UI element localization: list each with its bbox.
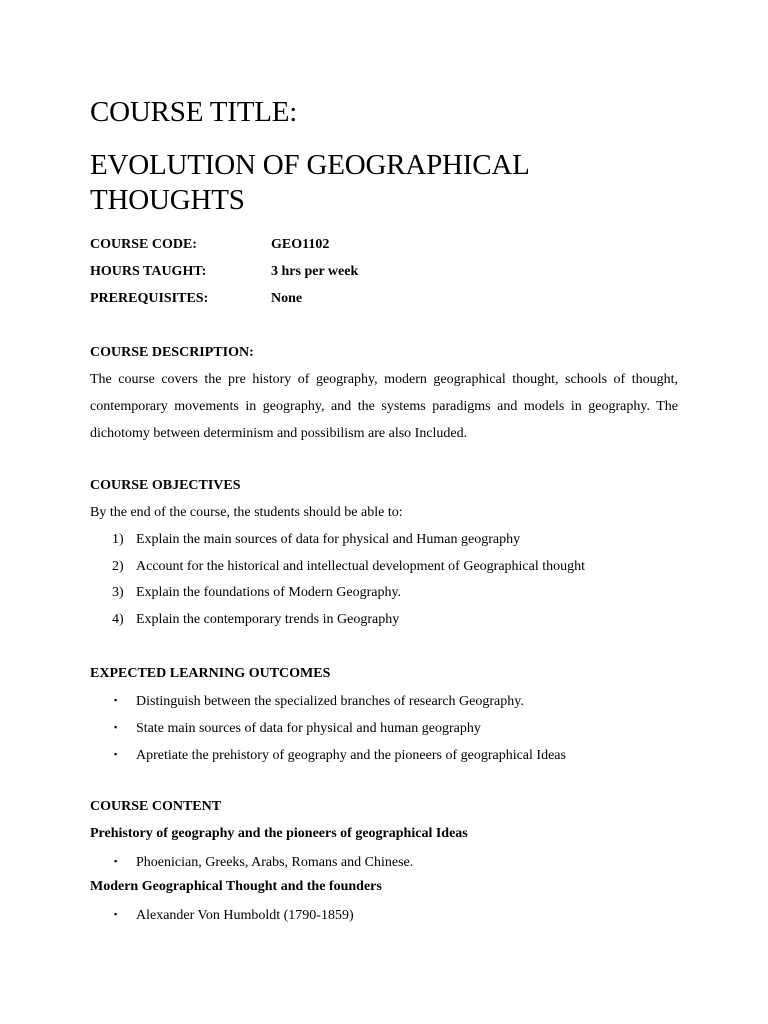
objective-text: Explain the contemporary trends in Geography — [136, 612, 400, 627]
objective-number: 4) — [112, 612, 124, 627]
course-title-label: COURSE TITLE: — [90, 96, 298, 128]
prerequisites-row — [90, 289, 678, 309]
objective-item — [112, 583, 401, 603]
objective-item — [112, 557, 585, 577]
hours-taught-value: 3 hrs per week — [271, 264, 359, 279]
square-bullet-icon: ▪ — [114, 749, 118, 759]
content-item-text: Phoenician, Greeks, Arabs, Romans and Chinese. — [136, 855, 414, 870]
objectives-heading: COURSE OBJECTIVES — [90, 478, 241, 493]
content-item — [114, 904, 354, 926]
course-code-row — [90, 235, 678, 255]
objective-item — [112, 610, 399, 630]
content-item-text: Alexander Von Humboldt (1790-1859) — [136, 908, 354, 923]
prerequisites-label: PREREQUISITES: — [90, 291, 209, 306]
description-text: The course covers the pre history of geography, modern geographical thought, schools of thought, contemporary movements in geography, and the systems paradigms and models in geography. The dichotomy between determinism and possibilism are also Included. — [90, 372, 678, 441]
description-heading: COURSE DESCRIPTION: — [90, 345, 254, 360]
objective-item — [112, 530, 520, 550]
objective-text: Explain the main sources of data for physical and Human geography — [136, 532, 521, 547]
course-title-line-1: EVOLUTION OF GEOGRAPHICAL — [90, 149, 530, 181]
objectives-intro: By the end of the course, the students should be able to: — [90, 505, 403, 520]
objective-number: 2) — [112, 559, 124, 574]
content-heading: COURSE CONTENT — [90, 799, 222, 814]
course-code-label: COURSE CODE: — [90, 237, 197, 252]
prerequisites-value: None — [271, 291, 303, 306]
square-bullet-icon: ▪ — [114, 695, 118, 705]
square-bullet-icon: ▪ — [114, 909, 118, 919]
objective-text: Account for the historical and intellectual development of Geographical thought — [136, 559, 586, 574]
square-bullet-icon: ▪ — [114, 722, 118, 732]
hours-taught-row — [90, 262, 678, 282]
outcomes-heading: EXPECTED LEARNING OUTCOMES — [90, 666, 331, 681]
outcome-text: State main sources of data for physical and human geography — [136, 721, 481, 736]
hours-taught-label: HOURS TAUGHT: — [90, 264, 207, 279]
content-section-title: Prehistory of geography and the pioneers of geographical Ideas — [90, 826, 468, 841]
outcome-item — [114, 690, 524, 712]
square-bullet-icon: ▪ — [114, 856, 118, 866]
outcome-text: Apretiate the prehistory of geography and the pioneers of geographical Ideas — [136, 748, 566, 763]
course-title-line-2: THOUGHTS — [90, 184, 245, 216]
objective-text: Explain the foundations of Modern Geography. — [136, 585, 402, 600]
outcome-text: Distinguish between the specialized branches of research Geography. — [136, 694, 524, 709]
objective-number: 3) — [112, 585, 124, 600]
outcome-item — [114, 744, 566, 766]
outcome-item — [114, 717, 481, 739]
course-code-value: GEO1102 — [271, 237, 330, 252]
content-section-title: Modern Geographical Thought and the founders — [90, 879, 382, 894]
objective-number: 1) — [112, 532, 124, 547]
content-item — [114, 851, 413, 873]
